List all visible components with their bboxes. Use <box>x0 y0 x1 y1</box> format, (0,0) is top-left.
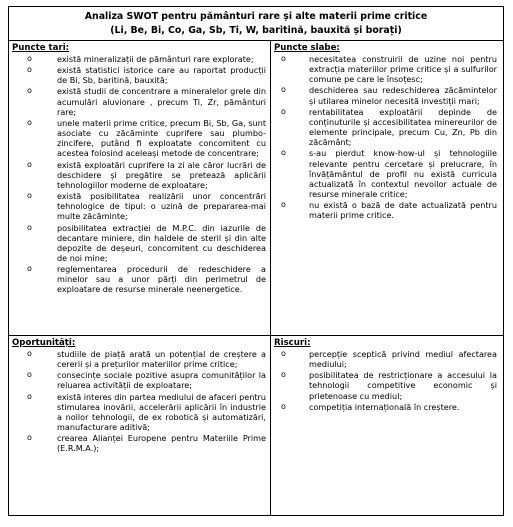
list-item <box>271 54 503 84</box>
bullet-marker: o <box>27 86 32 96</box>
table-title <box>9 7 503 41</box>
list-item <box>271 148 503 199</box>
list-item <box>271 370 503 400</box>
list-item <box>9 86 270 116</box>
strengths-heading: Puncte tari: <box>12 43 70 53</box>
list-item <box>271 402 503 412</box>
list-item-text: există studii de concentrare a mineralelor grele din acumulări aluvionare , precum Ti, Zr, pământuri rare; <box>57 86 266 117</box>
opportunities-cell <box>9 336 271 515</box>
swot-table <box>8 6 504 516</box>
list-item <box>9 264 270 294</box>
list-item-text: reglementarea procedurii de redeschidere a minelor sau a unor părți din perimetrul de exploatare de resurse minerale neenergetice. <box>57 264 266 295</box>
list-item <box>271 200 503 220</box>
list-item-text: posibilitatea de restricționare a accesului la tehnologii competitive economic și prietenoase cu mediul; <box>309 370 497 401</box>
list-item <box>9 349 270 369</box>
bullet-marker: o <box>27 159 32 169</box>
bullet-marker: o <box>281 148 286 158</box>
threats-cell <box>271 336 503 515</box>
list-item <box>9 54 270 64</box>
list-item <box>9 370 270 390</box>
list-item-text: rentabilitatea exploatării depinde de conținuturile și accesibilitatea minereurilor de elemente principale, precum Cu, Zn, Pb din zăcământ; <box>309 106 497 148</box>
weaknesses-cell <box>271 41 503 336</box>
threats-list <box>271 349 503 412</box>
bullet-marker: o <box>27 191 32 201</box>
list-item-text: posibilitatea extracției de M.P.C. din iazurile de decantare miniere, din haldele de steril și din alte depozite de deșeuri, concomitent cu deschiderea de noi mine; <box>57 222 266 263</box>
bullet-marker: o <box>281 54 286 63</box>
bullet-marker: o <box>27 433 32 443</box>
list-item-text: există posibilitatea realizării unor concentrări tehnologice de tipul: o uzină de prepararea-mai multe zăcăminte; <box>57 191 266 222</box>
list-item-text: există mineralizații de pământuri rare explorate; <box>57 54 254 64</box>
list-item <box>9 392 270 433</box>
list-item <box>9 191 270 221</box>
list-item-text: s-au pierdut know-how-ul și tehnologiile relevante pentru cercetare și prelucrare, în învățământul de profil nu există curricula actualizată în contextul nevoilor actuale de resurse minerale critice; <box>309 148 497 200</box>
list-item-text: competiția internațională în creștere. <box>309 401 460 412</box>
list-item-text: crearea Alianței Europene pentru Materiile Prime (E.R.M.A.); <box>57 433 266 454</box>
title-line-1: Analiza SWOT pentru pământuri rare și alte materii prime critice <box>84 11 428 22</box>
bullet-marker: o <box>281 401 286 411</box>
bullet-marker: o <box>281 200 286 210</box>
bullet-marker: o <box>27 54 32 63</box>
list-item <box>9 433 270 453</box>
opportunities-heading: Oportunități: <box>12 338 76 348</box>
list-item-text: unele materii prime critice, precum Bi, Sb, Ga, sunt asociate cu zăcăminte cuprifere sau plumbo-zincifere, putând fi exploatate concomitent cu acestea folosind aceleași metode de concentrare; <box>57 117 266 159</box>
list-item-text: necesitatea construirii de uzine noi pentru extracția materiilor prime critice și a sulfurilor comune pe care le însoțesc; <box>309 54 497 85</box>
list-item <box>9 160 270 190</box>
list-item <box>271 107 503 148</box>
list-item <box>9 223 270 264</box>
bullet-marker: o <box>27 117 32 127</box>
title-line-2: (Li, Be, Bi, Co, Ga, Sb, Ti, W, baritină, bauxită și borați) <box>110 25 402 36</box>
bullet-marker: o <box>27 222 32 232</box>
bullet-marker: o <box>27 264 32 274</box>
bullet-marker: o <box>27 370 32 380</box>
strengths-cell <box>9 41 271 336</box>
list-item-text: percepție sceptică privind mediul afectarea mediului; <box>309 349 497 370</box>
list-item-text: consecințe sociale pozitive asupra comunităților la reluarea activității de exploatare; <box>57 370 266 391</box>
list-item <box>9 118 270 159</box>
list-item-text: există statistici istorice care au raportat producții de Bi, Sb, baritină, bauxită; <box>57 65 266 86</box>
list-item <box>271 85 503 105</box>
list-item <box>271 349 503 369</box>
list-item <box>9 65 270 85</box>
bullet-marker: o <box>281 85 286 95</box>
strengths-list <box>9 54 270 295</box>
list-item-text: studiile de piață arată un potențial de creștere a cererii și a prețurilor materiilor prime critice; <box>57 349 266 370</box>
list-item-text: există interes din partea mediului de afaceri pentru stimularea inovării, accelerării aplicării în industrie a noilor tehnologii, de ex robotică și automatizări, manufacturare aditivă; <box>57 391 266 433</box>
bullet-marker: o <box>281 370 286 380</box>
list-item-text: nu există o bază de date actualizată pentru materii prime critice. <box>309 200 497 221</box>
bullet-marker: o <box>27 391 32 401</box>
bullet-marker: o <box>27 65 32 75</box>
weaknesses-heading: Puncte slabe: <box>274 43 340 53</box>
threats-heading: Riscuri: <box>274 338 311 348</box>
bullet-marker: o <box>27 349 32 358</box>
bullet-marker: o <box>281 349 286 358</box>
list-item-text: există exploatări cuprifere la zi ale căror lucrări de deschidere și pregătire se pretează aplicării tehnologiilor moderne de exploatare; <box>57 159 266 190</box>
list-item-text: deschiderea sau redeschiderea zăcămintelor și utilarea minelor necesită investiții mari; <box>309 85 497 106</box>
bullet-marker: o <box>281 106 286 116</box>
opportunities-list <box>9 349 270 454</box>
weaknesses-list <box>271 54 503 221</box>
